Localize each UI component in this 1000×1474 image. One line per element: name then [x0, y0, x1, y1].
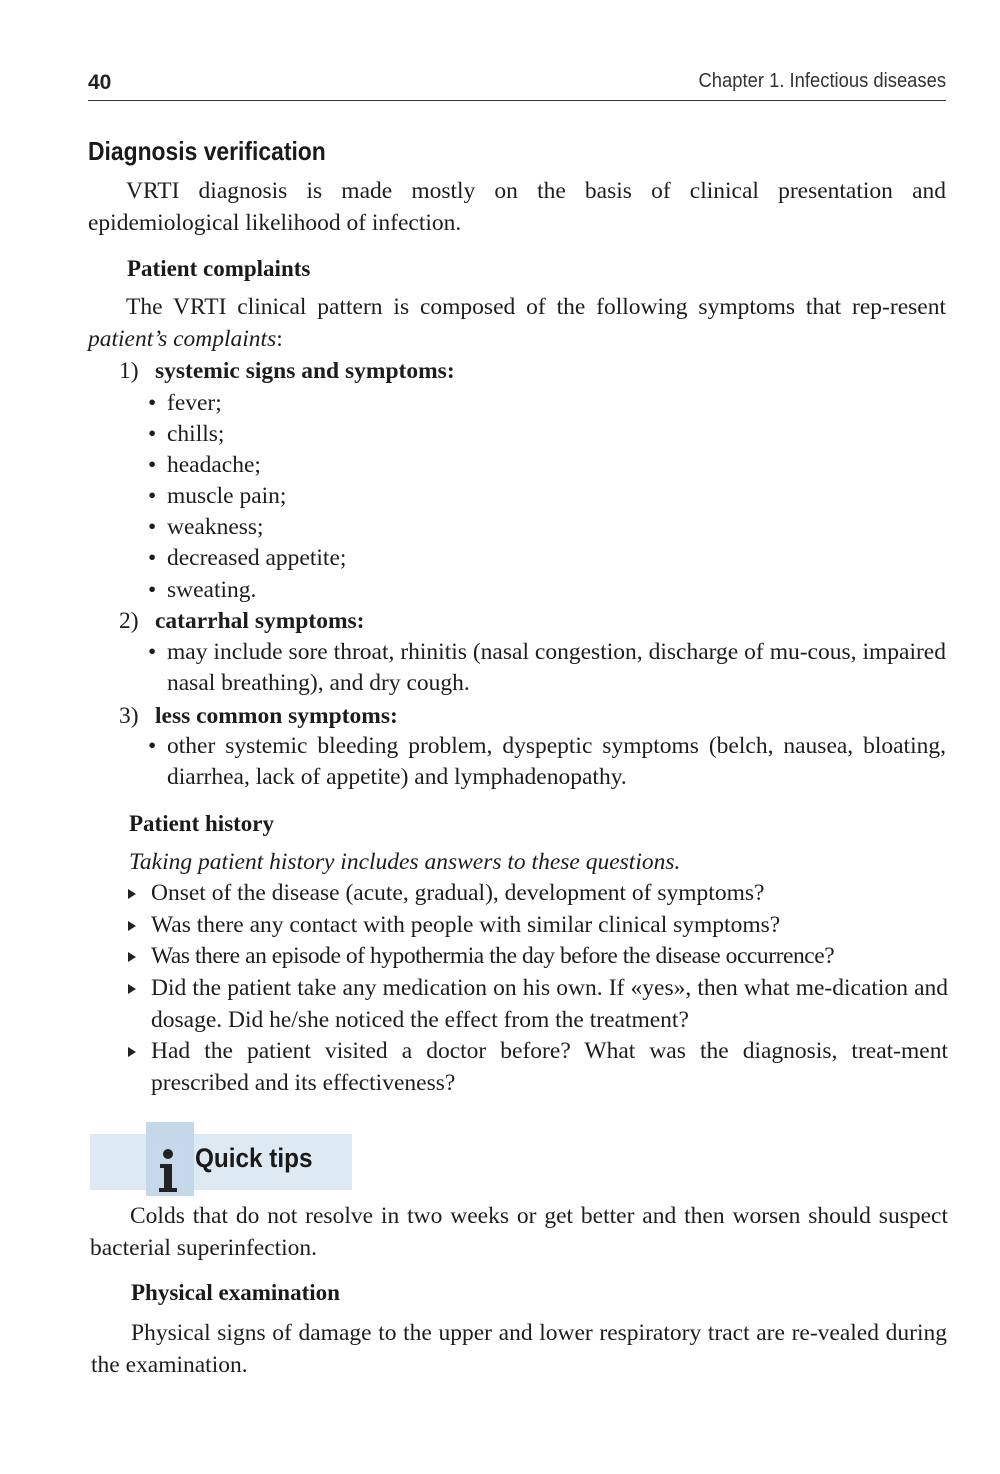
symptom-group-2: [119, 606, 365, 637]
subheading-physical-examination: Physical examination: [131, 1280, 340, 1305]
complaints-intro: [88, 291, 946, 355]
group-title: catarrhal symptoms:: [155, 608, 365, 634]
symptom-group-1: [119, 356, 455, 387]
list-item: • sweating.: [148, 575, 848, 606]
list-item: • may include sore throat, rhinitis (nasal congestion, discharge of mu-cous, impaired nasal breathing), and dry cough.: [148, 639, 946, 696]
complaints-intro-tail: :: [276, 326, 283, 352]
exam-paragraph: Physical signs of damage to the upper and lower respiratory tract are re-vealed during the examination.: [91, 1320, 947, 1378]
complaints-intro-text: The VRTI clinical pattern is composed of the following symptoms that rep-resent: [126, 294, 946, 320]
bullet-icon: •: [148, 421, 157, 447]
group-number: 1): [119, 358, 139, 384]
bullet-icon: •: [148, 577, 157, 603]
list-item: • other systemic bleeding problem, dyspeptic symptoms (belch, nausea, bloating, diarrhea, lack of appetite) and lymphadenopathy.: [148, 733, 946, 790]
list-item: Was there any contact with people with similar clinical symptoms?: [126, 910, 948, 942]
bullet-icon: •: [148, 514, 157, 540]
list-item: • fever;: [148, 388, 848, 419]
triangle-bullet-icon: [128, 984, 136, 994]
group-number: 3): [119, 703, 139, 729]
list-item: Was there an episode of hypothermia the day before the disease occurrence?: [126, 941, 948, 973]
chapter-title: Chapter 1. Infectious diseases: [698, 70, 946, 92]
bullet-icon: •: [148, 545, 157, 571]
bullet-icon: •: [148, 390, 157, 416]
list-item: Did the patient take any medication on his own. If «yes», then what me-dication and dosage. Did he/she noticed the effect from the treatment?: [126, 973, 948, 1036]
triangle-bullet-icon: [128, 1047, 136, 1057]
group-number: 2): [119, 608, 139, 634]
list-item: Had the patient visited a doctor before? What was the diagnosis, treat-ment prescribed and its effectiveness?: [126, 1036, 948, 1099]
triangle-bullet-icon: [128, 889, 136, 899]
symptom-group-3: [119, 701, 398, 732]
list-item: • headache;: [148, 450, 848, 481]
history-intro: Taking patient history includes answers to these questions.: [129, 849, 681, 875]
tips-paragraph: Colds that do not resolve in two weeks or get better and then worsen should suspect bacterial superinfection.: [90, 1203, 948, 1261]
bullet-icon: •: [148, 733, 157, 759]
bullet-icon: •: [148, 452, 157, 478]
info-icon: [150, 1138, 186, 1196]
list-item: • weakness;: [148, 512, 848, 543]
list-item: • chills;: [148, 419, 848, 450]
running-header: [88, 66, 946, 101]
group-title: systemic signs and symptoms:: [155, 358, 455, 384]
list-item: Onset of the disease (acute, gradual), development of symptoms?: [126, 878, 948, 910]
bullet-icon: •: [148, 639, 157, 665]
group-title: less common symptoms:: [155, 703, 398, 729]
diagnosis-paragraph: VRTI diagnosis is made mostly on the basis of clinical presentation and epidemiological likelihood of infection.: [88, 178, 946, 236]
bullet-icon: •: [148, 483, 157, 509]
quick-tips-label: Quick tips: [195, 1143, 313, 1173]
section-heading-diagnosis: Diagnosis verification: [88, 136, 326, 166]
complaints-intro-italic: patient’s complaints: [88, 326, 277, 352]
triangle-bullet-icon: [128, 921, 136, 931]
subheading-patient-complaints: Patient complaints: [127, 256, 311, 281]
triangle-bullet-icon: [128, 952, 136, 962]
page-number: 40: [88, 71, 112, 94]
subheading-patient-history: Patient history: [129, 811, 275, 836]
list-item: • muscle pain;: [148, 481, 848, 512]
list-item: • decreased appetite;: [148, 543, 848, 574]
